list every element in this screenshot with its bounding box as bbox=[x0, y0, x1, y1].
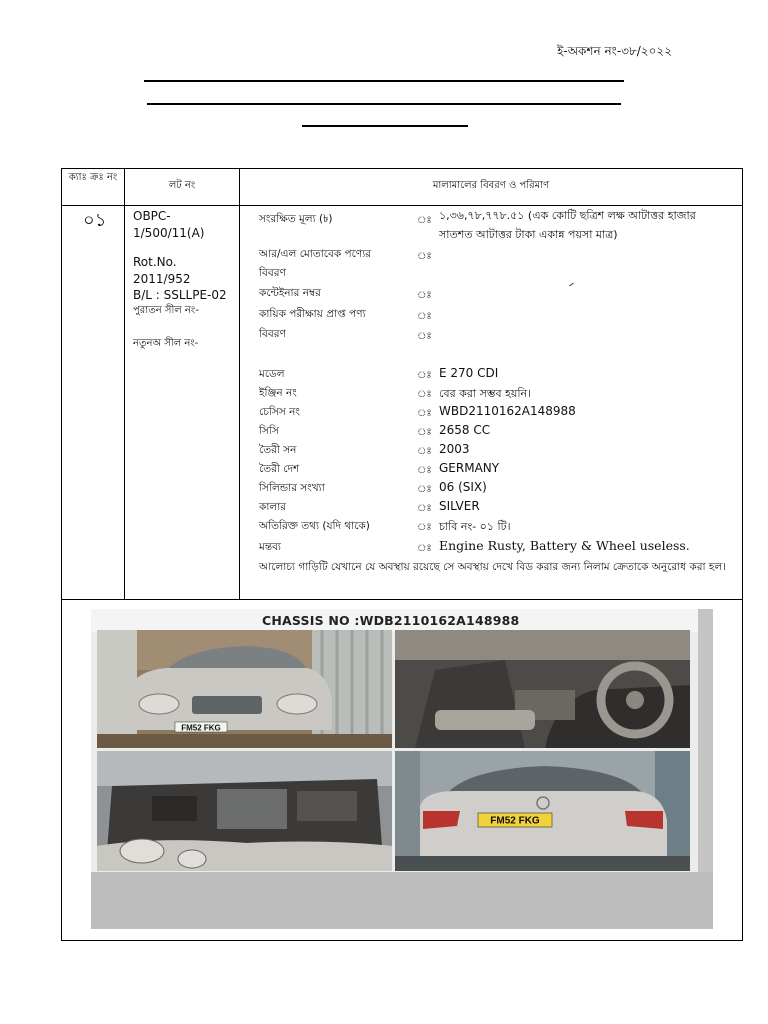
field-value-reserve-price: ১,৩৬,৭৮,৭৭৮.৫১ (এক কোটি ছত্রিশ লক্ষ আটাত্তর হাজার bbox=[439, 209, 696, 222]
field-sep: ঃ bbox=[417, 290, 432, 301]
col-divider-1 bbox=[124, 168, 125, 599]
field-value-country: GERMANY bbox=[439, 461, 500, 475]
field-label-rl-goods: আর/এল মোতাবেক পণ্যের bbox=[259, 248, 372, 260]
field-value-year: 2003 bbox=[439, 442, 470, 456]
chassis-caption: CHASSIS NO :WDB2110162A148988 bbox=[262, 613, 520, 628]
blank-line-3 bbox=[302, 125, 468, 127]
bl-number: B/L : SSLLPE-02 bbox=[133, 288, 227, 302]
header-description: মালামালের বিবরণ ও পরিমাণ bbox=[432, 180, 550, 191]
price-in-words-line2: সাতশত আটাত্তর টাকা একান্ন পয়সা মাত্র) bbox=[439, 228, 618, 241]
photo-margin-right bbox=[698, 609, 713, 872]
field-label-description-2: বিবরণ bbox=[259, 328, 286, 340]
field-label-chassis: চেসিস নং bbox=[259, 406, 300, 418]
field-label-reserve-price: সংরক্ষিত মূল্য (৳) bbox=[259, 213, 333, 225]
field-sep: ঃ bbox=[417, 370, 432, 381]
blank-line-2 bbox=[147, 103, 621, 105]
field-label-container: কন্টেইনার নম্বর bbox=[259, 287, 321, 299]
field-sep: ঃ bbox=[417, 389, 432, 400]
field-sep: ঃ bbox=[417, 408, 432, 419]
field-sep: ঃ bbox=[417, 215, 432, 226]
field-value-cylinders: 06 (SIX) bbox=[439, 480, 487, 494]
photo-engine-bay bbox=[97, 751, 392, 871]
field-label-extra-info: অতিরিক্ত তথ্য (যদি থাকে) bbox=[259, 520, 370, 532]
field-label-country: তৈরী দেশ bbox=[259, 463, 300, 475]
field-sep: ঃ bbox=[417, 503, 432, 514]
field-value-engine: বের করা সম্ভব হয়নি। bbox=[439, 387, 532, 400]
field-value-model: E 270 CDI bbox=[439, 366, 499, 380]
field-sep: ঃ bbox=[417, 543, 432, 554]
field-label-cylinders: সিলিন্ডার সংখ্যা bbox=[259, 482, 325, 494]
col-divider-2 bbox=[239, 168, 240, 599]
field-sep: ঃ bbox=[417, 484, 432, 495]
rot-number: Rot.No. 2011/952 bbox=[133, 255, 191, 286]
header-divider bbox=[61, 205, 743, 206]
field-label-physical-check: কায়িক পরীক্ষায় প্রাপ্ত পণ্য bbox=[259, 308, 366, 320]
field-label-remarks: মন্তব্য bbox=[259, 541, 281, 553]
blank-line-1 bbox=[144, 80, 624, 82]
field-label-color: কালার bbox=[259, 501, 287, 513]
photo-car-front bbox=[97, 630, 392, 748]
field-value-cc: 2658 CC bbox=[439, 423, 491, 437]
header-serial: ক্যাঃ ক্রঃ নং bbox=[68, 172, 118, 183]
field-value-extra-info: চাবি নং- ০১ টি। bbox=[439, 520, 511, 533]
field-sep: ঃ bbox=[417, 465, 432, 476]
photo-divider bbox=[61, 599, 743, 600]
field-value-chassis: WBD2110162A148988 bbox=[439, 404, 576, 418]
photo-car-rear bbox=[395, 751, 690, 871]
auction-number: ই-অকশন নং-৩৮/২০২২ bbox=[557, 44, 672, 58]
field-label-cc: সিসি bbox=[259, 425, 279, 437]
field-label-year: তৈরী সন bbox=[259, 444, 297, 456]
field-value-remarks: Engine Rusty, Battery & Wheel useless. bbox=[439, 538, 690, 553]
field-value-color: SILVER bbox=[439, 499, 480, 513]
field-sep: ঃ bbox=[417, 311, 432, 322]
new-seal-label: নতুনঅ সীল নং- bbox=[133, 338, 199, 349]
field-sep: ঃ bbox=[417, 446, 432, 457]
field-label-model: মডেল bbox=[259, 368, 285, 380]
field-sep: ঃ bbox=[417, 251, 432, 262]
photo-car-interior bbox=[395, 630, 690, 748]
field-label-engine: ইঞ্জিন নং bbox=[259, 387, 297, 399]
serial-number: ০১ bbox=[83, 210, 107, 231]
field-label-description: বিবরণ bbox=[259, 267, 286, 279]
field-sep: ঃ bbox=[417, 427, 432, 438]
lot-details bbox=[133, 208, 237, 352]
rear-plate-text: FM52 FKG bbox=[490, 815, 540, 827]
header-lot: লট নং bbox=[168, 180, 196, 191]
photo-margin-bottom bbox=[91, 872, 713, 929]
lot-number: OBPC-1/500/11(A) bbox=[133, 209, 205, 240]
field-sep: ঃ bbox=[417, 522, 432, 533]
bidding-note: আলোচ্য গাড়িটি যেখানে যে অবস্থায় রয়েছে সে অবস্থায় দেখে বিড করার জন্য নিলাম ক্রেতাকে অনুরোধ করা হল। bbox=[259, 561, 726, 573]
old-seal-label: পুরাতন সীল নং- bbox=[133, 305, 199, 316]
front-plate-text: FM52 FKG bbox=[181, 723, 221, 733]
field-sep: ঃ bbox=[417, 331, 432, 342]
